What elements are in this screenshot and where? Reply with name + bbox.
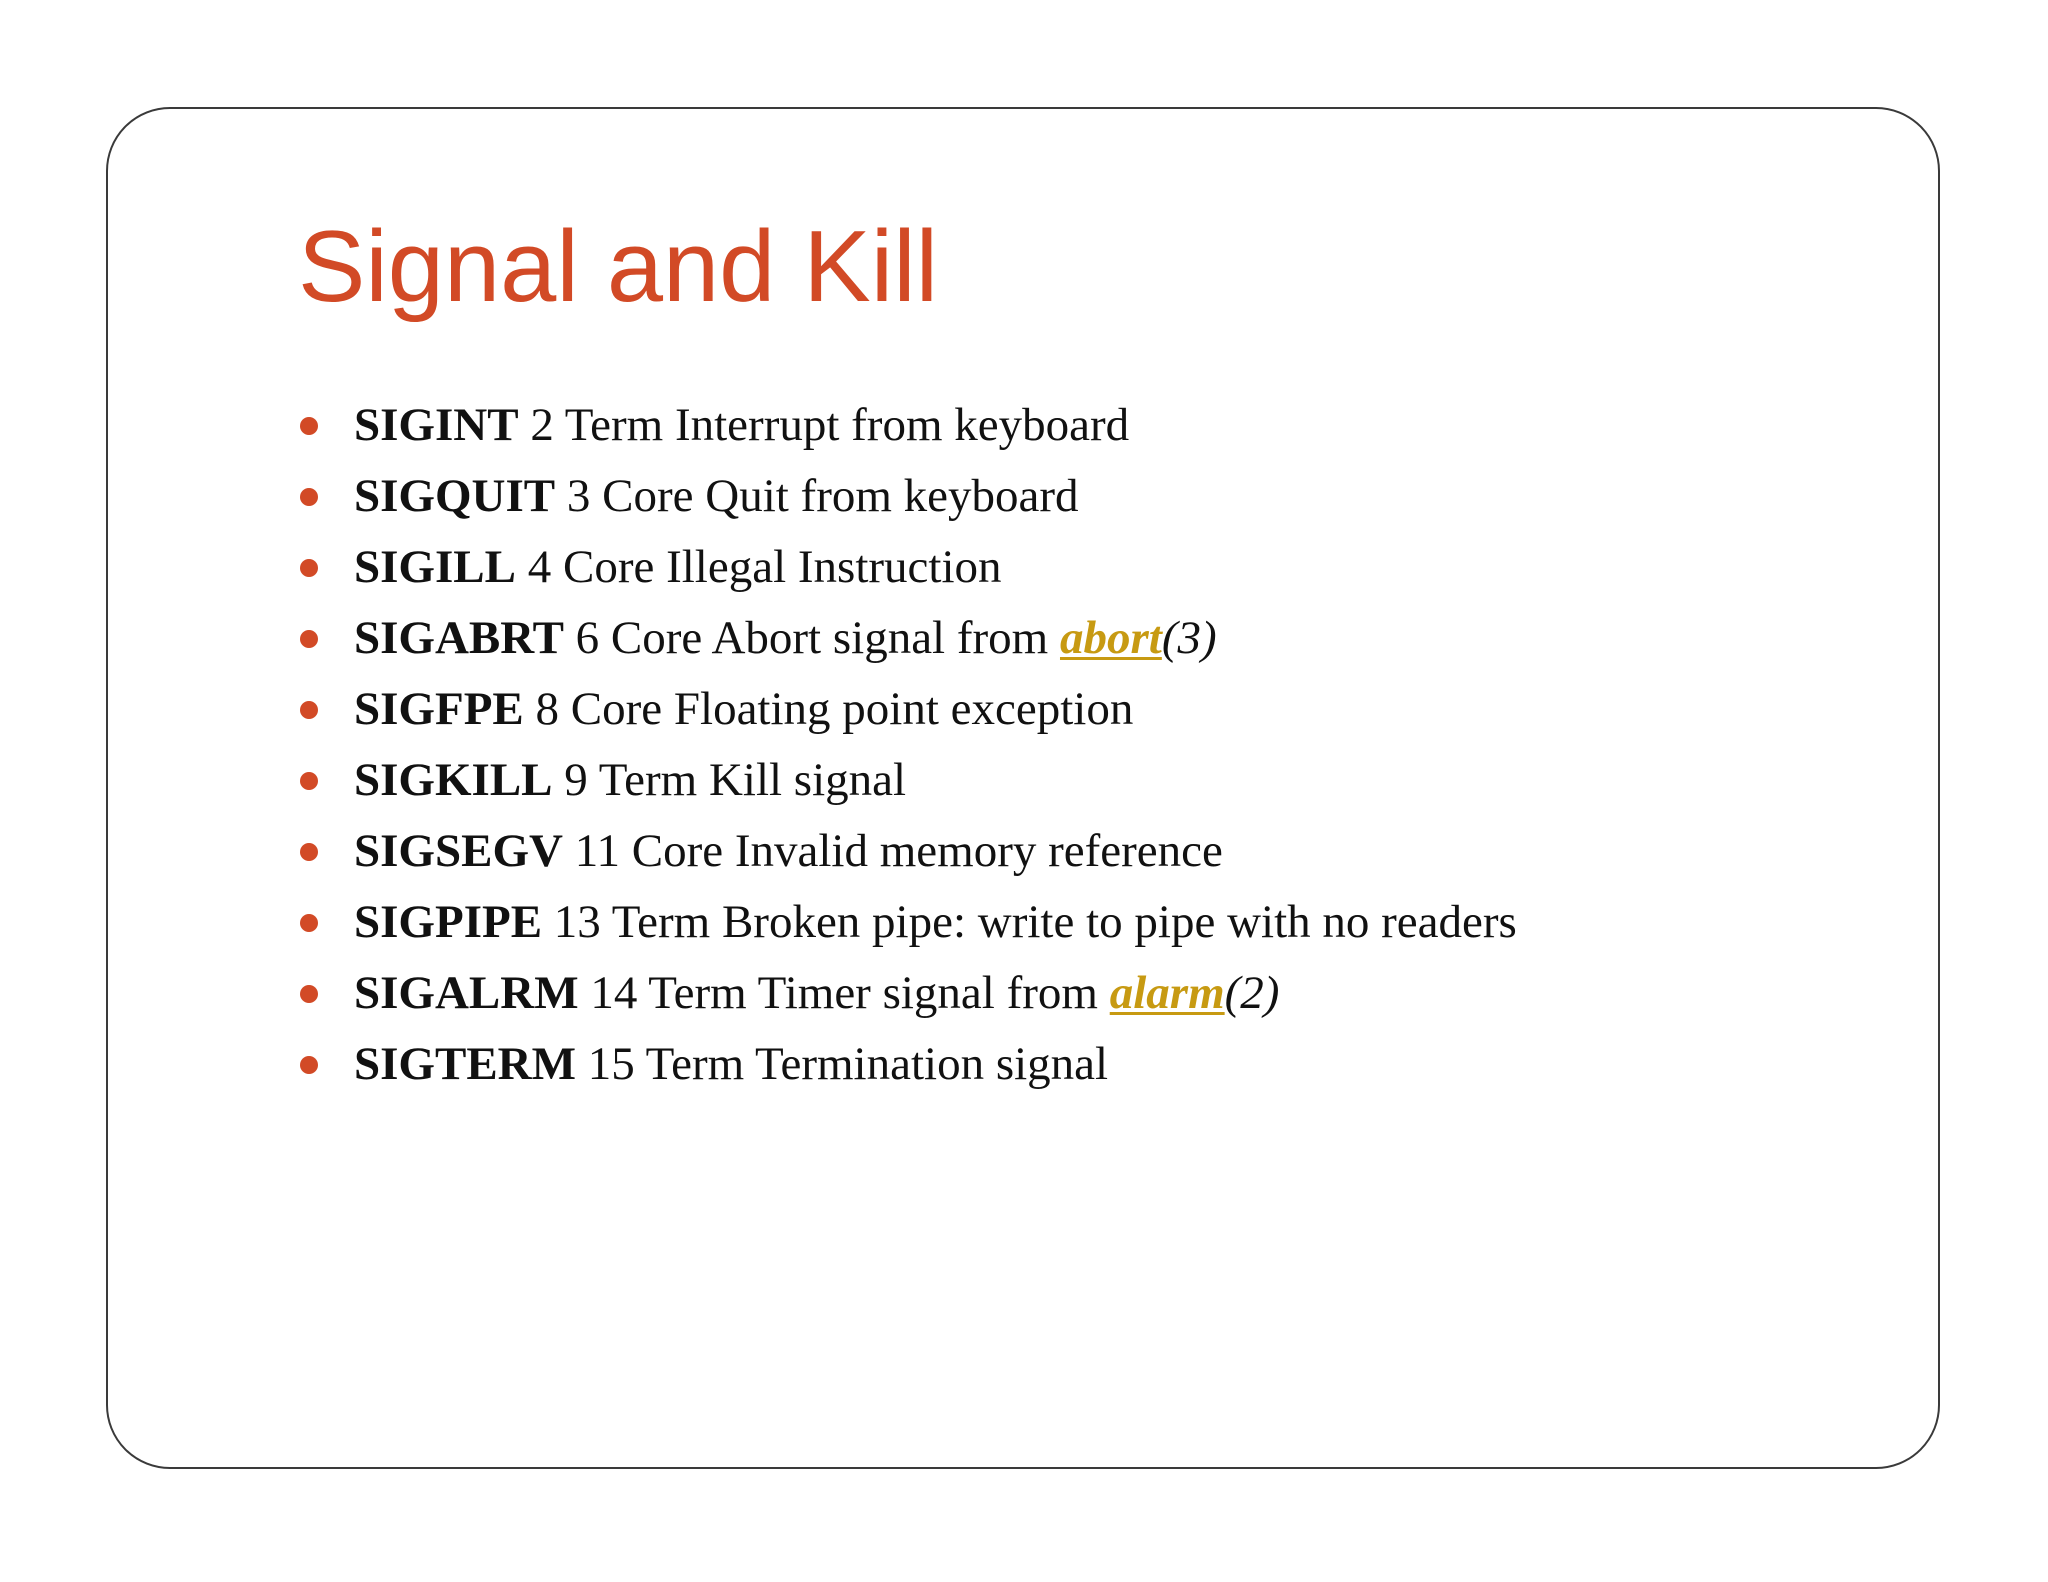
signal-description: 14 Term Timer signal from xyxy=(578,967,1110,1019)
signal-name: SIGINT xyxy=(354,399,519,451)
signal-name: SIGFPE xyxy=(354,683,524,735)
list-item-sigsegv xyxy=(300,816,1517,887)
bullet-dot-icon xyxy=(300,417,318,435)
bullet-dot-icon xyxy=(300,772,318,790)
bullet-dot-icon xyxy=(300,630,318,648)
signal-name: SIGSEGV xyxy=(354,825,563,877)
signal-name: SIGPIPE xyxy=(354,896,543,948)
signal-description: 2 Term Interrupt from keyboard xyxy=(518,399,1130,451)
bullet-dot-icon xyxy=(300,1056,318,1074)
function-args: (2) xyxy=(1224,967,1280,1019)
signal-name: SIGTERM xyxy=(354,1038,576,1090)
list-item-sigalrm xyxy=(300,958,1517,1029)
list-item-sigabrt xyxy=(300,603,1517,674)
bullet-dot-icon xyxy=(300,985,318,1003)
signal-name: SIGABRT xyxy=(354,612,564,664)
signal-description: 9 Term Kill signal xyxy=(552,754,907,806)
list-item-sigpipe xyxy=(300,887,1517,958)
signal-name: SIGALRM xyxy=(354,967,579,1019)
bullet-dot-icon xyxy=(300,488,318,506)
abort-link[interactable]: abort xyxy=(1059,612,1162,664)
signal-description: 11 Core Invalid memory reference xyxy=(562,825,1223,877)
signal-description: 6 Core Abort signal from xyxy=(563,612,1060,664)
alarm-link[interactable]: alarm xyxy=(1109,967,1225,1019)
list-item-sigill xyxy=(300,532,1517,603)
bullet-dot-icon xyxy=(300,559,318,577)
signal-name: SIGKILL xyxy=(354,754,553,806)
list-item-sigkill xyxy=(300,745,1517,816)
signal-description: 15 Term Termination signal xyxy=(576,1038,1109,1090)
list-item-sigterm xyxy=(300,1029,1517,1100)
signal-description: 3 Core Quit from keyboard xyxy=(555,470,1079,522)
signal-list xyxy=(300,390,1517,1100)
list-item-sigint xyxy=(300,390,1517,461)
function-args: (3) xyxy=(1161,612,1217,664)
list-item-sigquit xyxy=(300,461,1517,532)
signal-name: SIGQUIT xyxy=(354,470,556,522)
signal-description: 13 Term Broken pipe: write to pipe with no readers xyxy=(542,896,1517,948)
bullet-dot-icon xyxy=(300,843,318,861)
list-item-sigfpe xyxy=(300,674,1517,745)
slide-title: Signal and Kill xyxy=(298,211,939,323)
bullet-dot-icon xyxy=(300,914,318,932)
signal-description: 4 Core Illegal Instruction xyxy=(515,541,1002,593)
bullet-dot-icon xyxy=(300,701,318,719)
signal-name: SIGILL xyxy=(354,541,516,593)
signal-description: 8 Core Floating point exception xyxy=(523,683,1134,735)
